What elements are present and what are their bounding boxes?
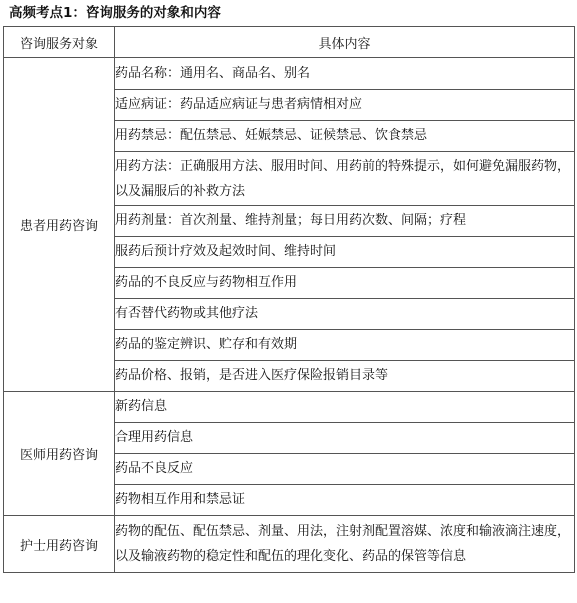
table-cell-item [115,268,575,299]
consult-service-table [3,26,575,573]
table-cell-item [115,121,575,152]
table-header-row [4,27,575,58]
table-cell-item [115,423,575,454]
item-text: 药物相互作用和禁忌证 [115,492,246,507]
item-text: 用药方法：正确服用方法、服用时间、用药前的特殊提示，如何避免漏服药物，以及漏服后的补救方法 [115,158,571,199]
table-cell-item [115,454,575,485]
item-text: 合理用药信息 [115,430,194,445]
item-text: 药品不良反应 [115,461,194,476]
group-label-nurse: 护士用药咨询 [4,516,115,573]
table-row [4,58,575,90]
page-title: 高频考点1：咨询服务的对象和内容 [9,5,221,21]
group-label-physician: 医师用药咨询 [4,392,115,516]
item-text: 用药禁忌：配伍禁忌、妊娠禁忌、证候禁忌、饮食禁忌 [115,128,428,143]
table-cell-item [115,516,575,573]
table-cell-item [115,299,575,330]
item-text: 药品的不良反应与药物相互作用 [115,275,298,290]
item-text: 适应病证：药品适应病证与患者病情相对应 [115,97,363,112]
table-cell-item [115,90,575,121]
table-cell-item [115,485,575,516]
item-text: 有否替代药物或其他疗法 [115,306,259,321]
table-cell-item [115,392,575,423]
column-header-content: 具体内容 [115,27,575,58]
table-cell-item [115,152,575,206]
table-cell-item [115,206,575,237]
table-cell-item [115,58,575,90]
item-text: 药品的鉴定辨识、贮存和有效期 [115,337,298,352]
table-cell-item [115,237,575,268]
item-text: 药物的配伍、配伍禁忌、剂量、用法，注射剂配置溶媒、浓度和输液滴注速度，以及输液药物的稳定性和配伍的理化变化、药品的保管等信息 [115,524,571,564]
group-label-patient: 患者用药咨询 [4,58,115,392]
item-text: 服药后预计疗效及起效时间、维持时间 [115,244,337,259]
table-cell-item [115,330,575,361]
item-text: 药品名称：通用名、商品名、别名 [115,65,311,81]
table-row [4,516,575,573]
item-text: 用药剂量：首次剂量、维持剂量；每日用药次数、间隔；疗程 [115,213,467,228]
item-text: 新药信息 [115,399,168,414]
table-cell-item [115,361,575,392]
item-text: 药品价格、报销，是否进入医疗保险报销目录等 [115,368,389,383]
table-row [4,392,575,423]
column-header-target: 咨询服务对象 [4,27,115,58]
